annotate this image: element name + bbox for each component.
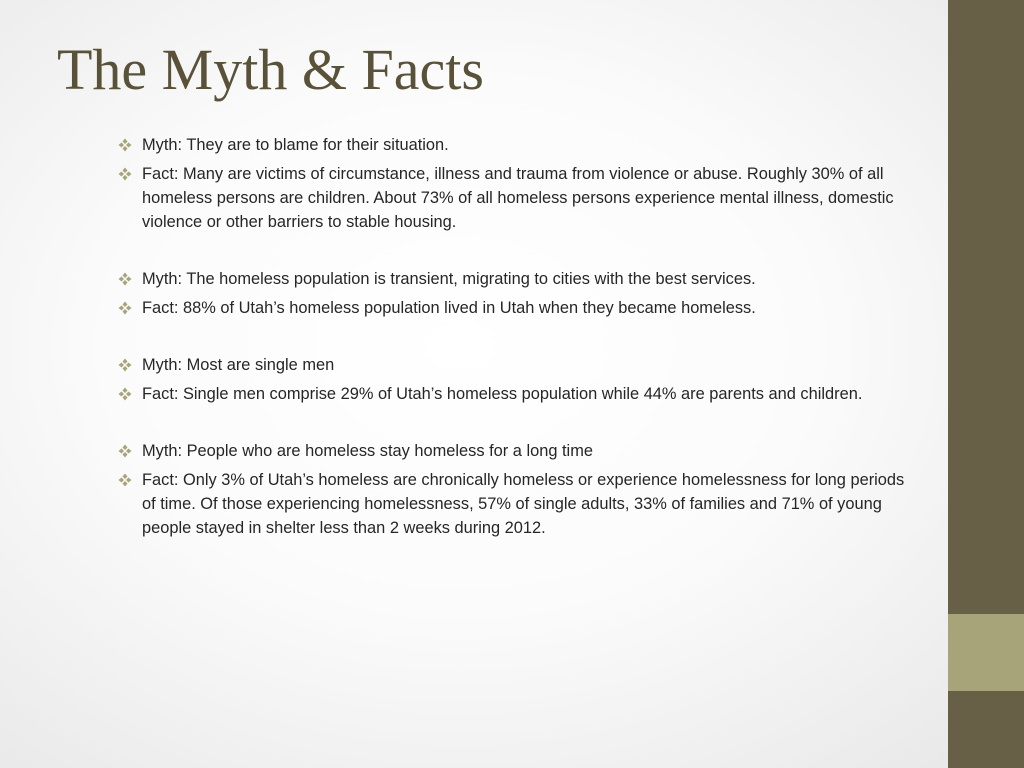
- bullet-text: Fact: 88% of Utah’s homeless population lived in Utah when they became homeless.: [142, 299, 756, 317]
- bullet-myth-single-men: [118, 353, 918, 377]
- four-diamond-bullet-icon: [118, 444, 132, 458]
- bullet-fact-single-men: [118, 382, 918, 406]
- bullet-text: Fact: Only 3% of Utah’s homeless are chronically homeless or experience homelessness for long periods of time. Of those experiencing homelessness, 57% of single adults, 33% of families and 71% of young people stayed in shelter less than 2 weeks during 2012.: [142, 471, 905, 537]
- four-diamond-bullet-icon: [118, 167, 132, 181]
- bullet-text: Myth: Most are single men: [142, 356, 335, 374]
- four-diamond-bullet-icon: [118, 138, 132, 152]
- bullet-list: [118, 133, 918, 545]
- bullet-myth-transient: [118, 267, 918, 291]
- sidebar-accent-block: [948, 614, 1024, 691]
- four-diamond-bullet-icon: [118, 473, 132, 487]
- bullet-fact-chronic: [118, 468, 918, 540]
- bullet-text: Myth: They are to blame for their situation.: [142, 136, 449, 154]
- bullet-fact-victims: [118, 162, 918, 234]
- four-diamond-bullet-icon: [118, 387, 132, 401]
- bullet-text: Myth: The homeless population is transient, migrating to cities with the best services.: [142, 270, 756, 288]
- four-diamond-bullet-icon: [118, 272, 132, 286]
- bullet-fact-utah-residents: [118, 296, 918, 320]
- bullet-text: Myth: People who are homeless stay homeless for a long time: [142, 442, 593, 460]
- bullet-text: Fact: Many are victims of circumstance, illness and trauma from violence or abuse. Roughly 30% of all homeless persons are children. About 73% of all homeless persons experience mental illness, domestic violence or other barriers to stable housing.: [142, 165, 894, 231]
- four-diamond-bullet-icon: [118, 358, 132, 372]
- slide-title: The Myth & Facts: [57, 37, 484, 102]
- bullet-text: Fact: Single men comprise 29% of Utah’s homeless population while 44% are parents and children.: [142, 385, 863, 403]
- bullet-myth-blame: [118, 133, 918, 157]
- four-diamond-bullet-icon: [118, 301, 132, 315]
- bullet-myth-long-time: [118, 439, 918, 463]
